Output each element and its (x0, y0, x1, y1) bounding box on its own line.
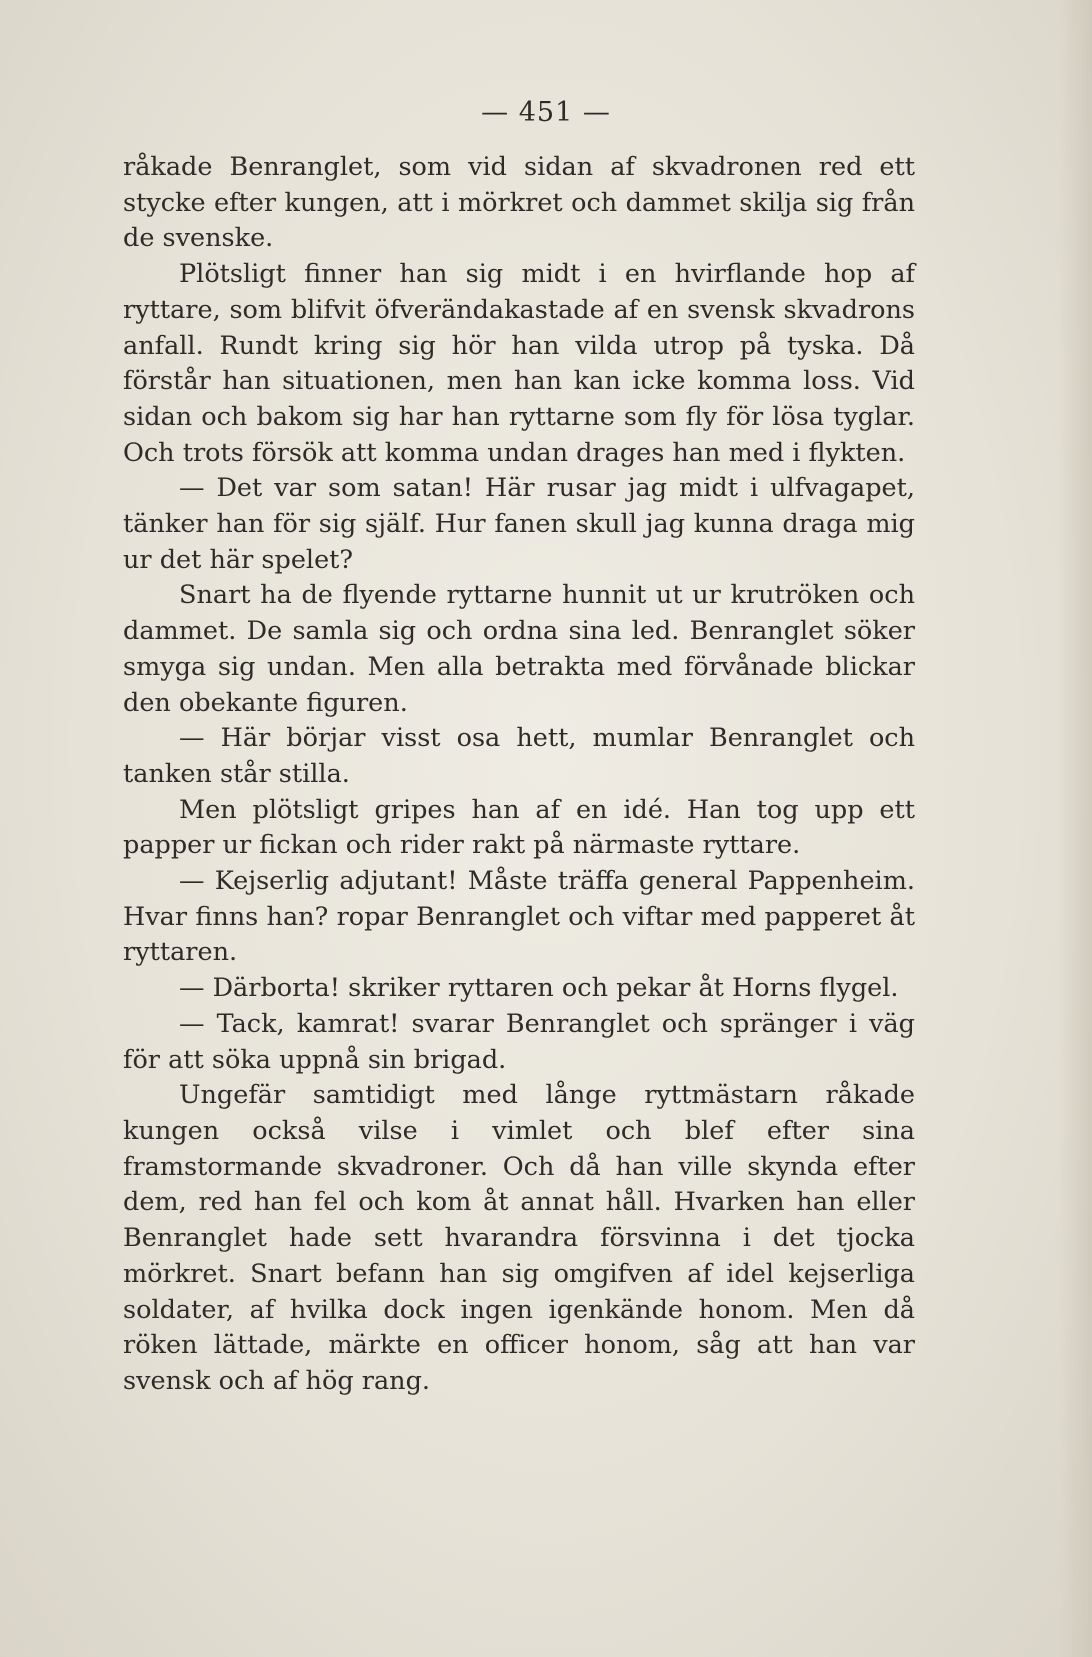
paragraph: råkade Benranglet, som vid sidan af skvadronen red ett stycke efter kungen, att i mörkret och dammet skilja sig från de svenske. (123, 152, 915, 254)
paragraph: Plötsligt finner han sig midt i en hvirflande hop af ryttare, som blifvit öfverändakastade af en svensk skvadrons anfall. Rundt kring sig hör han vilda utrop på tyska. Då förstår han situationen, men han kan icke komma loss. Vid sidan och bakom sig har han ryttarne som fly för lösa tyglar. Och trots försök att komma undan drages han med i flykten. (123, 259, 915, 468)
paragraph: Men plötsligt gripes han af en idé. Han tog upp ett papper ur fickan och rider rakt på närmaste ryttare. (123, 794, 915, 861)
paragraph: — Det var som satan! Här rusar jag midt i ulfvagapet, tänker han för sig själf. Hur fanen skull jag kunna draga mig ur det här spelet? (123, 473, 915, 575)
page-edge-shadow (1058, 0, 1092, 1657)
page-number: — 451 — (481, 97, 611, 128)
paragraph: — Tack, kamrat! svarar Benranglet och spränger i väg för att söka uppnå sin brigad. (123, 1008, 915, 1075)
paragraph: — Här börjar visst osa hett, mumlar Benranglet och tanken står stilla. (123, 723, 915, 789)
paragraph: — Kejserlig adjutant! Måste träffa general Pappenheim. Hvar finns han? ropar Benranglet och viftar med papperet åt ryttaren. (123, 866, 915, 968)
paragraph: Ungefär samtidigt med långe ryttmästarn råkade kungen också vilse i vimlet och blef efter sina framstormande skvadroner. Och då han ville skynda efter dem, red han fel och kom åt annat håll. Hvarken han eller Benranglet hade sett hvarandra försvinna i det tjocka mörkret. Snart befann han sig omgifven af idel kejserliga soldater, af hvilka dock ingen igenkände honom. Men då röken lättade, märkte en officer honom, såg att han var svensk och af hög rang. (123, 1080, 915, 1396)
body-text (123, 150, 915, 1400)
paragraph: — Därborta! skriker ryttaren och pekar åt Horns flygel. (179, 973, 899, 1004)
paragraph: Snart ha de flyende ryttarne hunnit ut ur krutröken och dammet. De samla sig och ordna sina led. Benranglet söker smyga sig undan. Men alla betrakta med förvånade blickar den obekante figuren. (123, 580, 915, 718)
